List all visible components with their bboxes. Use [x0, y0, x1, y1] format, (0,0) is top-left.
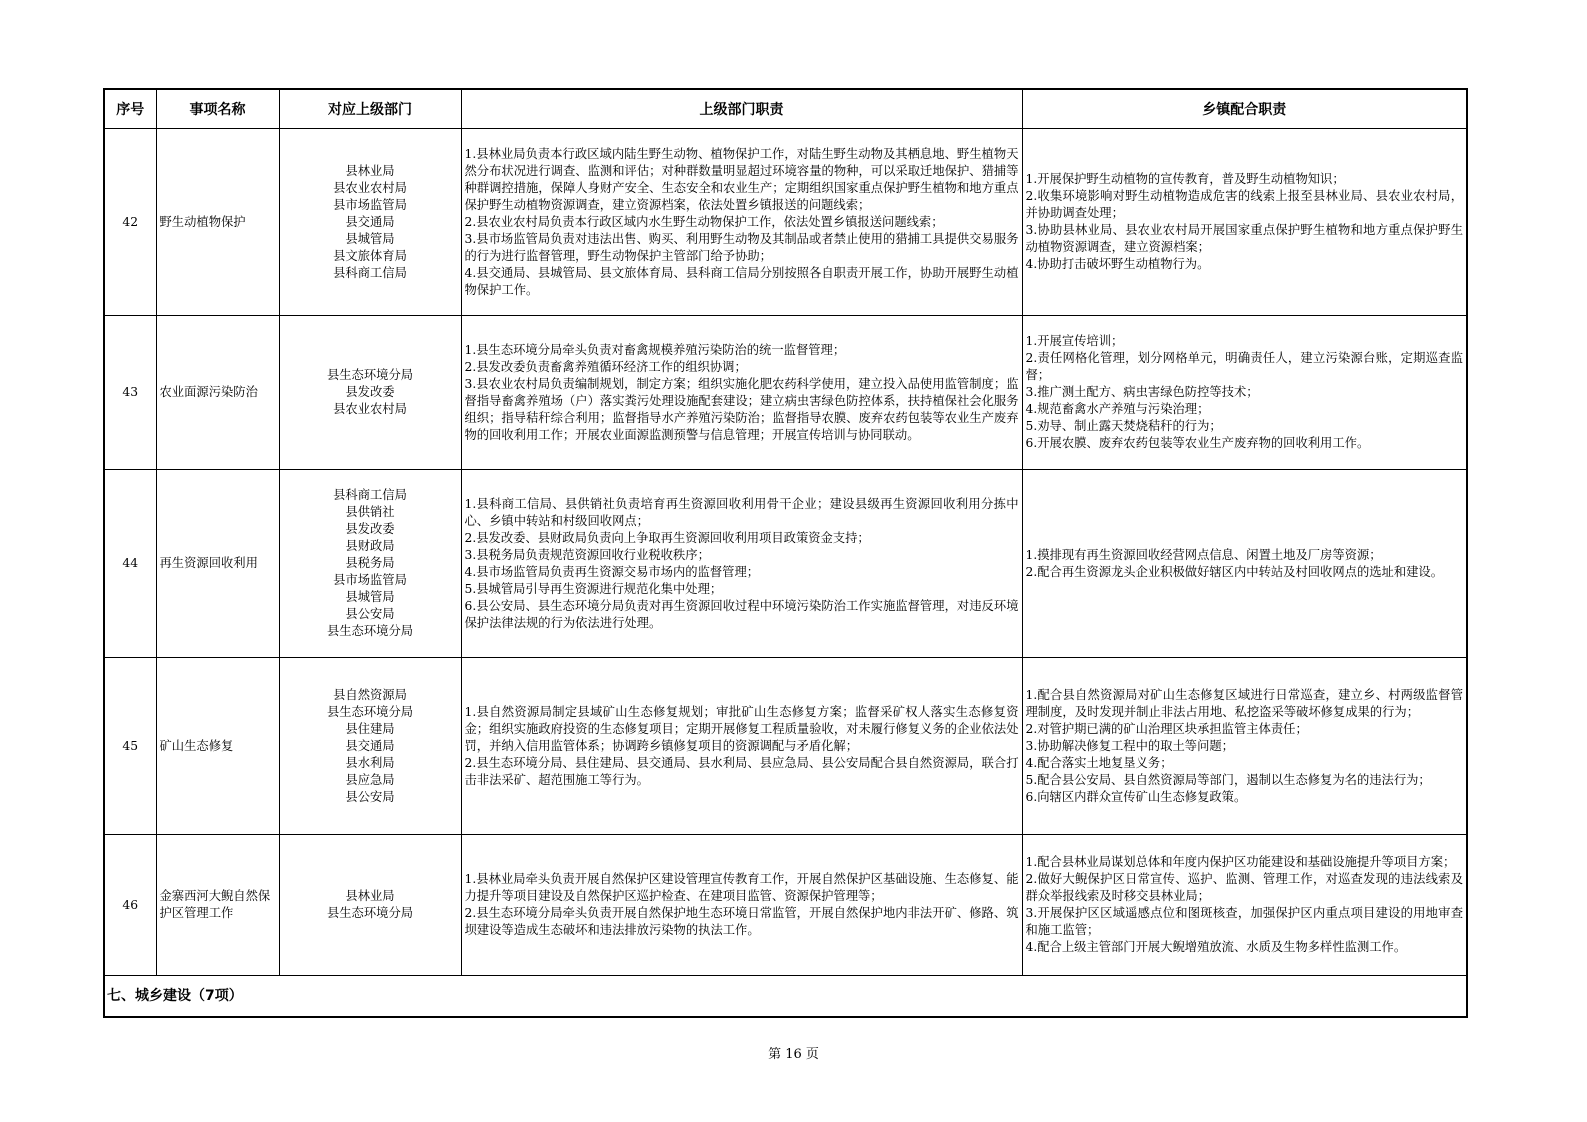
department-name: 县发改委 [345, 522, 395, 536]
town-duty-item: 3.协助县林业局、县农业农村局开展国家重点保护野生植物和地方重点保护野生动植物资源调查，建立资源档案； [1025, 223, 1463, 254]
upper-departments [279, 658, 461, 835]
town-duty-cell [1022, 316, 1467, 470]
department-name: 县科商工信局 [333, 265, 407, 280]
section-row [104, 976, 1467, 1018]
town-duty-item: 1.开展保护野生动植物的宣传教育，普及野生动植物知识； [1025, 172, 1345, 186]
upper-departments [279, 316, 461, 470]
town-duty-item: 4.协助打击破坏野生动植物行为。 [1025, 257, 1210, 271]
department-name: 县农业农村局 [333, 402, 407, 416]
department-name: 县林业局 [345, 163, 395, 178]
header-item-name: 事项名称 [156, 89, 279, 129]
town-duty-item: 2.对管护期已满的矿山治理区块承担监管主体责任； [1025, 721, 1308, 736]
department-name: 县自然资源局 [333, 687, 407, 702]
upper-duty-item: 6.县公安局、县生态环境分局负责对再生资源回收过程中环境污染防治工作实施监督管理，对违反环境保护法律法规的行为依法进行处理。 [464, 598, 1019, 630]
upper-duty-item: 4.县市场监管局负责再生资源交易市场内的监督管理； [464, 564, 760, 579]
department-name: 县生态环境分局 [326, 906, 414, 920]
section-title: 七、城乡建设（7项） [104, 976, 1467, 1018]
table-row [104, 658, 1467, 835]
department-name: 县税务局 [345, 556, 395, 570]
upper-departments [279, 129, 461, 316]
town-duty-item: 6.向辖区内群众宣传矿山生态修复政策。 [1025, 789, 1247, 804]
upper-duty-item: 2.县发改委负责畜禽养殖循环经济工作的组织协调； [464, 359, 747, 374]
department-name: 县生态环境分局 [326, 368, 414, 382]
department-name: 县交通局 [345, 738, 395, 753]
department-name: 县财政局 [345, 539, 395, 553]
town-duty-item: 2.责任网格化管理，划分网格单元，明确责任人，建立污染源台账，定期巡查监督； [1025, 351, 1463, 382]
town-duty-cell [1022, 835, 1467, 976]
town-duty-item: 3.开展保护区区域遥感点位和图斑核查，加强保护区内重点项目建设的用地审查和施工监管； [1025, 906, 1463, 937]
town-duty-cell [1022, 658, 1467, 835]
upper-duty-item: 2.县发改委、县财政局负责向上争取再生资源回收利用项目政策资金支持； [464, 530, 870, 545]
department-name: 县供销社 [345, 505, 395, 519]
department-name: 县科商工信局 [333, 488, 407, 502]
item-name: 矿山生态修复 [156, 658, 279, 835]
department-name: 县水利局 [345, 755, 395, 770]
town-duty-item: 5.劝导、制止露天焚烧秸秆的行为； [1025, 419, 1222, 433]
town-duty-item: 2.配合再生资源龙头企业积极做好辖区内中转站及村回收网点的选址和建设。 [1025, 564, 1444, 579]
item-name: 再生资源回收利用 [156, 470, 279, 658]
header-upper-duty: 上级部门职责 [461, 89, 1022, 129]
town-duty-item: 3.协助解决修复工程中的取土等问题； [1025, 738, 1234, 753]
department-name: 县发改委 [345, 385, 395, 399]
item-name: 农业面源污染防治 [156, 316, 279, 470]
upper-duty-item: 2.县生态环境分局、县住建局、县交通局、县水利局、县应急局、县公安局配合县自然资源局，联合打击非法采矿、超范围施工等行为。 [464, 755, 1019, 787]
upper-duty-item: 3.县农业农村局负责编制规划，制定方案；组织实施化肥农药科学使用，建立投入品使用监管制度；监督指导畜禽养殖场（户）落实粪污处理设施配套建设；建立病虫害绿色防控体系，扶持植保社会化服务组织；指导秸秆综合利用；监督指导水产养殖污染防治；监督指导农膜、废弃农药包装等农业生产废弃物的回收利用工作；开展农业面源监测预警与信息管理；开展宣传培训与协同联动。 [464, 376, 1019, 442]
upper-duty-item: 5.县城管局引导再生资源进行规范化集中处理； [464, 581, 723, 596]
department-name: 县林业局 [345, 889, 395, 903]
upper-duty-item: 3.县税务局负责规范资源回收行业税收秩序； [464, 547, 710, 562]
row-number: 42 [104, 129, 156, 316]
upper-duty-item: 1.县自然资源局制定县域矿山生态修复规划；审批矿山生态修复方案；监督采矿权人落实生态修复资金；组织实施政府投资的生态修复项目；定期开展修复工程质量验收，对未履行修复义务的企业依法处罚，并纳入信用监管体系；协调跨乡镇修复项目的资源调配与矛盾化解； [464, 704, 1019, 753]
upper-duty-item: 1.县科商工信局、县供销社负责培育再生资源回收利用骨干企业；建设县级再生资源回收利用分拣中心、乡镇中转站和村级回收网点； [464, 496, 1019, 528]
department-name: 县市场监管局 [333, 573, 407, 587]
row-number: 44 [104, 470, 156, 658]
town-duty-item: 3.推广测土配方、病虫害绿色防控等技术； [1025, 385, 1259, 399]
department-name: 县生态环境分局 [326, 704, 414, 719]
upper-duty-item: 2.县生态环境分局牵头负责开展自然保护地生态环境日常监管，开展自然保护地内非法开矿、修路、筑坝建设等造成生态破坏和违法排放污染物的执法工作。 [464, 906, 1019, 937]
upper-duty-cell [461, 658, 1022, 835]
town-duty-item: 4.规范畜禽水产养殖与污染治理； [1025, 402, 1210, 416]
table-row [104, 470, 1467, 658]
department-name: 县应急局 [345, 772, 395, 787]
item-name: 野生动植物保护 [156, 129, 279, 316]
department-name: 县住建局 [345, 721, 395, 736]
row-number: 43 [104, 316, 156, 470]
town-duty-item: 4.配合上级主管部门开展大鲵增殖放流、水质及生物多样性监测工作。 [1025, 940, 1407, 954]
town-duty-item: 5.配合县公安局、县自然资源局等部门，遏制以生态修复为名的违法行为； [1025, 772, 1431, 787]
department-name: 县交通局 [345, 214, 395, 229]
town-duty-cell [1022, 129, 1467, 316]
department-name: 县公安局 [345, 789, 395, 804]
department-name: 县文旅体育局 [333, 248, 407, 263]
upper-duty-cell [461, 129, 1022, 316]
header-upper-dept: 对应上级部门 [279, 89, 461, 129]
upper-duty-item: 1.县生态环境分局牵头负责对畜禽规模养殖污染防治的统一监督管理； [464, 342, 846, 357]
department-name: 县城管局 [345, 590, 395, 604]
department-name: 县城管局 [345, 231, 395, 246]
header-row [104, 89, 1467, 129]
header-town-duty: 乡镇配合职责 [1022, 89, 1467, 129]
item-name: 金寨西河大鲵自然保护区管理工作 [156, 835, 279, 976]
table-row [104, 129, 1467, 316]
upper-duty-cell [461, 316, 1022, 470]
upper-duty-item: 2.县农业农村局负责本行政区域内水生野生动物保护工作，依法处置乡镇报送问题线索； [464, 214, 944, 229]
page-number: 第 16 页 [768, 1047, 819, 1062]
row-number: 46 [104, 835, 156, 976]
town-duty-item: 1.开展宣传培训； [1025, 334, 1124, 348]
department-name: 县农业农村局 [333, 180, 407, 195]
town-duty-item: 1.配合县自然资源局对矿山生态修复区域进行日常巡查，建立乡、村两级监督管理制度，及时发现并制止非法占用地、私挖盗采等破坏修复成果的行为； [1025, 687, 1463, 719]
header-num: 序号 [104, 89, 156, 129]
upper-duty-cell [461, 835, 1022, 976]
department-name: 县生态环境分局 [326, 624, 414, 638]
upper-duty-item: 1.县林业局牵头负责开展自然保护区建设管理宣传教育工作，开展自然保护区基础设施、生态修复、能力提升等项目建设及自然保护区巡护检查、在建项目监管、资源保护管理等； [464, 872, 1019, 903]
town-duty-item: 1.摸排现有再生资源回收经营网点信息、闲置土地及厂房等资源； [1025, 547, 1382, 562]
department-name: 县公安局 [345, 607, 395, 621]
town-duty-item: 1.配合县林业局谋划总体和年度内保护区功能建设和基础设施提升等项目方案； [1025, 855, 1456, 869]
town-duty-item: 6.开展农膜、废弃农药包装等农业生产废弃物的回收利用工作。 [1025, 436, 1370, 450]
row-number: 45 [104, 658, 156, 835]
duty-table [103, 88, 1468, 1018]
town-duty-item: 4.配合落实土地复垦义务； [1025, 755, 1173, 770]
department-name: 县市场监管局 [333, 197, 407, 212]
upper-departments [279, 470, 461, 658]
town-duty-item: 2.做好大鲵保护区日常宣传、巡护、监测、管理工作，对巡查发现的违法线索及群众举报线索及时移交县林业局； [1025, 872, 1463, 903]
upper-duty-item: 1.县林业局负责本行政区域内陆生野生动物、植物保护工作，对陆生野生动物及其栖息地、野生植物天然分布状况进行调查、监测和评估；对种群数量明显超过环境容量的物种，可以采取迁地保护、猎捕等种群调控措施，保障人身财产安全、生态安全和农业生产；定期组织国家重点保护野生植物和地方重点保护野生动植物资源调查，建立资源档案，依法处置乡镇报送的问题线索； [464, 146, 1019, 212]
table-row [104, 835, 1467, 976]
town-duty-item: 2.收集环境影响对野生动植物造成危害的线索上报至县林业局、县农业农村局，并协助调查处理； [1025, 189, 1463, 220]
upper-duty-item: 3.县市场监管局负责对违法出售、购买、利用野生动物及其制品或者禁止使用的猎捕工具提供交易服务的行为进行监督管理，野生动物保护主管部门给予协助； [464, 231, 1019, 263]
table-row [104, 316, 1467, 470]
town-duty-cell [1022, 470, 1467, 658]
upper-duty-cell [461, 470, 1022, 658]
upper-departments [279, 835, 461, 976]
upper-duty-item: 4.县交通局、县城管局、县文旅体育局、县科商工信局分别按照各自职责开展工作，协助开展野生动植物保护工作。 [464, 265, 1019, 297]
